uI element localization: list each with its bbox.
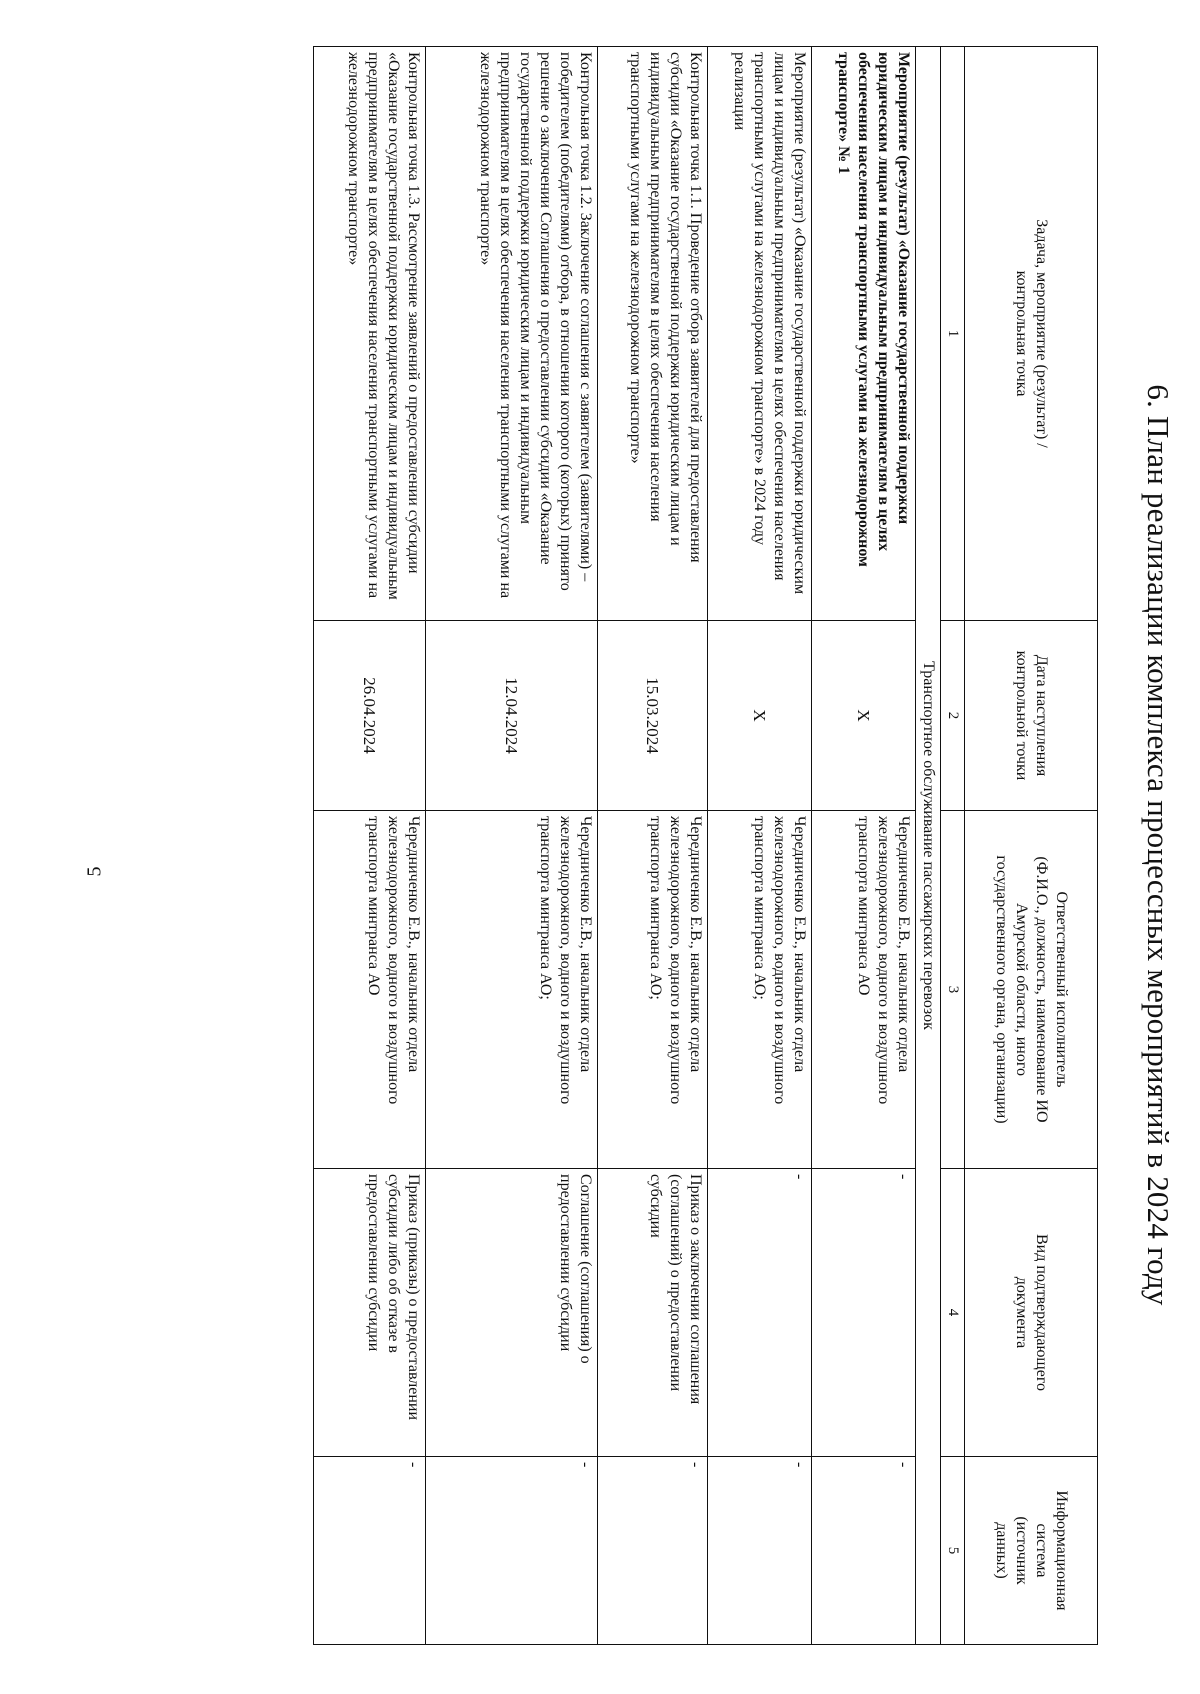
cell-date: X: [812, 621, 916, 811]
header-document: Вид подтверждающего документа: [965, 1169, 1098, 1457]
cell-date: 15.03.2024: [598, 621, 708, 811]
cell-document: Соглашение (соглашения) о предоставлении субсидии: [426, 1169, 598, 1457]
cell-task: Мероприятие (результат) «Оказание государственной поддержки юридическим лицам и индивидуальным предпринимателям в целях обеспечения населения транспортными услугами на железнодорожном транспорте» № 1: [812, 47, 916, 621]
cell-system: -: [708, 1457, 812, 1645]
cell-document: Приказ о заключении соглашения (соглашений) о предоставлении субсидии: [598, 1169, 708, 1457]
cell-executor: Чередниченко Е.В., начальник отдела железнодорожного, водного и воздушного транспорта минтранса АО: [314, 811, 426, 1169]
header-executor: Ответственный исполнитель (Ф.И.О., должность, наименование ИО Амурской области, иного государственного органа, организации): [965, 811, 1098, 1169]
column-number-row: [941, 47, 965, 1645]
cell-document: -: [812, 1169, 916, 1457]
table-row: [812, 47, 916, 1645]
table-row: [708, 47, 812, 1645]
column-number: 3: [941, 811, 965, 1169]
cell-system: -: [314, 1457, 426, 1645]
cell-task: Контрольная точка 1.2. Заключение соглашения с заявителем (заявителями) – победителем (победителями) отбора, в отношении которого (которых) принято решение о заключении Соглашения о предоставлении субсидии «Оказание государственной поддержки юридическим лицам и индивидуальным предпринимателям в целях обеспечения населения транспортными услугами на железнодорожном транспорте»: [426, 47, 598, 621]
cell-document: Приказ (приказы) о предоставлении субсидии либо об отказе в предоставлении субсидии: [314, 1169, 426, 1457]
cell-executor: Чередниченко Е.В., начальник отдела железнодорожного, водного и воздушного транспорта минтранса АО;: [426, 811, 598, 1169]
cell-executor: Чередниченко Е.В., начальник отдела железнодорожного, водного и воздушного транспорта минтранса АО: [812, 811, 916, 1169]
column-number: 5: [941, 1457, 965, 1645]
table-row: [598, 47, 708, 1645]
cell-executor: Чередниченко Е.В., начальник отдела железнодорожного, водного и воздушного транспорта минтранса АО;: [708, 811, 812, 1169]
cell-date: 12.04.2024: [426, 621, 598, 811]
cell-system: -: [812, 1457, 916, 1645]
column-number: 1: [941, 47, 965, 621]
header-row: [965, 47, 1098, 1645]
cell-task: Мероприятие (результат) «Оказание государственной поддержки юридическим лицам и индивидуальным предпринимателям в целях обеспечения населения транспортными услугами на железнодорожном транспорте» в 2024 году реализации: [708, 47, 812, 621]
table-row: [426, 47, 598, 1645]
header-date: Дата наступления контрольной точки: [965, 621, 1098, 811]
header-system: Информационная система (источник данных): [965, 1457, 1098, 1645]
table-row: [314, 47, 426, 1645]
section-title: Транспортное обслуживание пассажирских перевозок: [916, 47, 941, 1645]
cell-task: Контрольная точка 1.1. Проведение отбора заявителей для предоставления субсидии «Оказание государственной поддержки юридическим лицам и индивидуальным предпринимателям в целях обеспечения населения транспортными услугами на железнодорожном транспорте»: [598, 47, 708, 621]
cell-executor: Чередниченко Е.В., начальник отдела железнодорожного, водного и воздушного транспорта минтранса АО;: [598, 811, 708, 1169]
cell-date: X: [708, 621, 812, 811]
section-row: [916, 47, 941, 1645]
plan-table: [313, 46, 1098, 1645]
page-number: 5: [83, 866, 106, 877]
column-number: 2: [941, 621, 965, 811]
cell-system: -: [426, 1457, 598, 1645]
cell-task: Контрольная точка 1.3. Рассмотрение заявлений о предоставлении субсидии «Оказание государственной поддержки юридическим лицам и индивидуальным предпринимателям в целях обеспечения населения транспортными услугами на железнодорожном транспорте»: [314, 47, 426, 621]
document-title: 6. План реализации комплекса процессных мероприятий в 2024 году: [1141, 384, 1176, 1306]
cell-system: -: [598, 1457, 708, 1645]
header-task: Задача, мероприятие (результат) / контрольная точка: [965, 47, 1098, 621]
rotated-page: [250, 40, 1180, 1650]
cell-date: 26.04.2024: [314, 621, 426, 811]
column-number: 4: [941, 1169, 965, 1457]
cell-document: -: [708, 1169, 812, 1457]
